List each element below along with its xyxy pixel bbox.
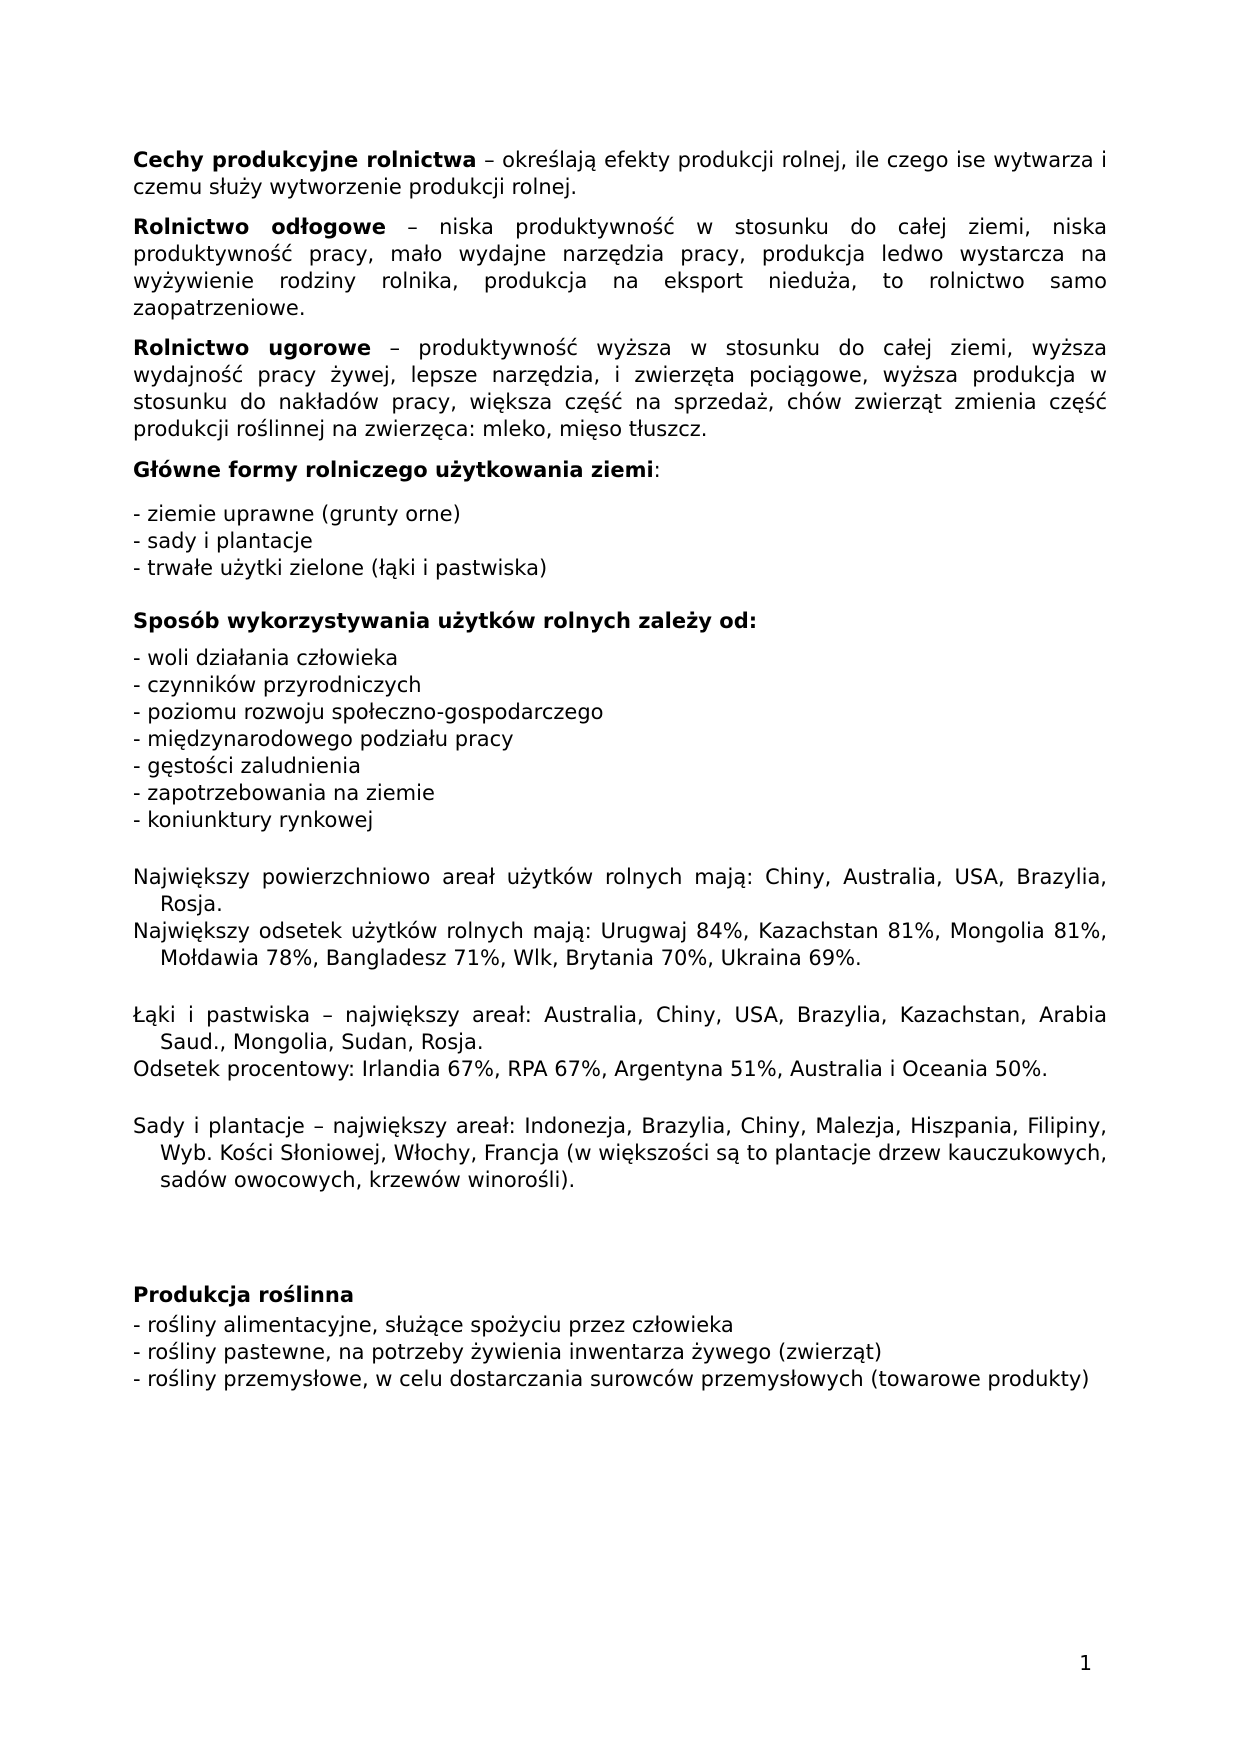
heading-colon: : xyxy=(653,458,661,482)
heading-glowne-formy xyxy=(133,457,1107,484)
paragraph-najwiekszy-areal: Największy powierzchniowo areał użytków rolnych mają: Chiny, Australia, USA, Brazylia, Rosja. xyxy=(133,865,1107,916)
list-formy-uzytkowania xyxy=(133,501,1107,582)
paragraph-body-text: – określają efekty produkcji rolnej, ile czego ise wytwarza i czemu służy wytworzenie produkcji rolnej. xyxy=(133,148,1107,199)
paragraph-cechy-produkcyjne xyxy=(133,147,1107,201)
list-sposob-zalezy-od xyxy=(133,645,1107,834)
list-item: - rośliny przemysłowe, w celu dostarczania surowców przemysłowych (towarowe produkty) xyxy=(133,1367,1090,1391)
heading-text: Główne formy rolniczego użytkowania ziemi xyxy=(133,458,654,482)
paragraph-rolnictwo-ugorowe xyxy=(133,335,1107,443)
paragraph-body-text: – niska produktywność w stosunku do całej ziemi, niska produktywność pracy, mało wydajne narzędzia pracy, produkcja ledwo wystarcza na wyżywienie rodziny rolnika, produkcja na eksport nieduża, to rolnictwo samo zaopatrzeniowe. xyxy=(133,215,1107,320)
paragraph-body-text: – produktywność wyższa w stosunku do całej ziemi, wyższa wydajność pracy żywej, lepsze narzędzia, i zwierzęta pociągowe, wyższa produkcja w stosunku do nakładów pracy, większa część na sprzedaż, chów zwierząt zmienia część produkcji roślinnej na zwierzęca: mleko, mięso tłuszcz. xyxy=(133,336,1107,441)
list-item: - sady i plantacje xyxy=(133,529,313,553)
list-item: - poziomu rozwoju społeczno-gospodarczego xyxy=(133,700,604,724)
list-item: - międzynarodowego podziału pracy xyxy=(133,727,514,751)
list-item: - woli działania człowieka xyxy=(133,646,399,670)
paragraph-sady-plantacje: Sady i plantacje – największy areał: Indonezja, Brazylia, Chiny, Malezja, Hiszpania, Filipiny, Wyb. Kości Słoniowej, Włochy, Francja (w większości są to plantacje drzew kauczukowych, sadów owocowych, krzewów winorośli). xyxy=(133,1114,1107,1192)
heading-sposob-wykorzystywania: Sposób wykorzystywania użytków rolnych zależy od: xyxy=(133,609,758,633)
heading-produkcja-roslinna: Produkcja roślinna xyxy=(133,1283,355,1307)
list-item: - zapotrzebowania na ziemie xyxy=(133,781,435,805)
paragraph-laki-pastwiska: Łąki i pastwiska – największy areał: Australia, Chiny, USA, Brazylia, Kazachstan, Arabia Saud., Mongolia, Sudan, Rosja. xyxy=(133,1003,1107,1054)
paragraph-rolnictwo-odlogowe xyxy=(133,214,1107,322)
page-number: 1 xyxy=(1079,1651,1092,1675)
list-produkcja-roslinna xyxy=(133,1312,1107,1393)
document-content xyxy=(133,147,1107,1393)
list-item: - rośliny alimentacyjne, służące spożyciu przez człowieka xyxy=(133,1313,734,1337)
paragraph-lead-bold: Rolnictwo ugorowe xyxy=(133,336,372,360)
list-item: - rośliny pastewne, na potrzeby żywienia inwentarza żywego (zwierząt) xyxy=(133,1340,883,1364)
list-item: - koniunktury rynkowej xyxy=(133,808,374,832)
paragraph-lead-bold: Rolnictwo odłogowe xyxy=(133,215,386,239)
paragraph-lead-bold: Cechy produkcyjne rolnictwa xyxy=(133,148,477,172)
list-item: - ziemie uprawne (grunty orne) xyxy=(133,502,461,526)
list-item: - gęstości zaludnienia xyxy=(133,754,361,778)
paragraph-odsetek-procentowy: Odsetek procentowy: Irlandia 67%, RPA 67%, Argentyna 51%, Australia i Oceania 50%. xyxy=(133,1057,1049,1081)
paragraph-najwiekszy-odsetek: Największy odsetek użytków rolnych mają: Urugwaj 84%, Kazachstan 81%, Mongolia 81%, Mołdawia 78%, Bangladesz 71%, Wlk, Brytania 70%, Ukraina 69%. xyxy=(133,919,1107,970)
list-item: - trwałe użytki zielone (łąki i pastwiska) xyxy=(133,556,548,580)
list-item: - czynników przyrodniczych xyxy=(133,673,422,697)
